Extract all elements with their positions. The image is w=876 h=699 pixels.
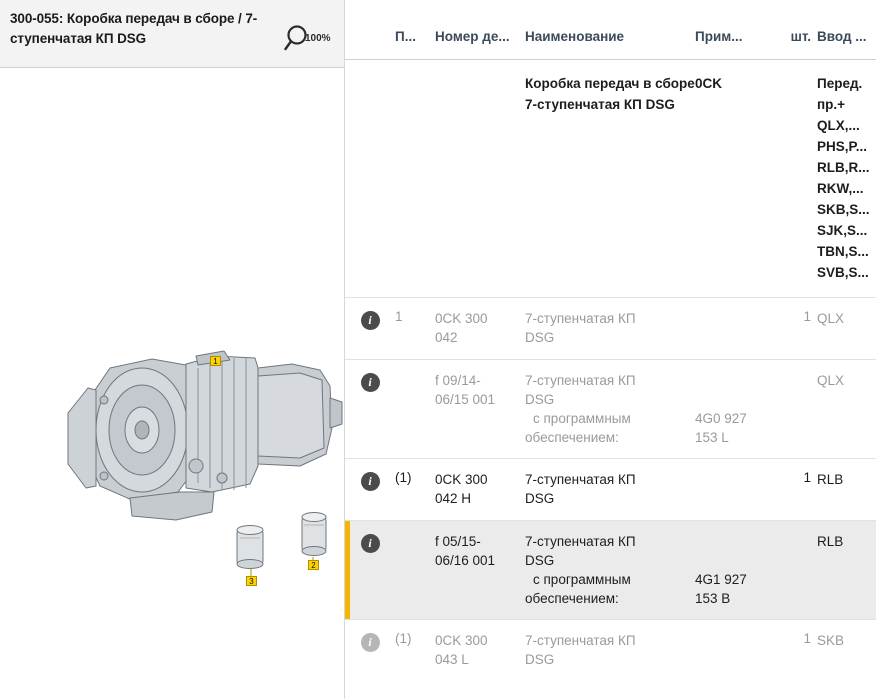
- row-input: QLX: [817, 373, 845, 388]
- row-note: [695, 73, 773, 94]
- column-header-position[interactable]: П...: [395, 29, 416, 44]
- row-quantity: 1: [803, 309, 811, 324]
- row-description-line: Коробка передач в сборе: [525, 76, 695, 91]
- row-description-line: обеспечением:: [525, 430, 619, 445]
- row-description-line: DSG: [525, 553, 555, 568]
- table-row[interactable]: [345, 459, 876, 521]
- row-description-line: DSG: [525, 330, 555, 345]
- row-note-line: 4G0 927: [695, 411, 747, 426]
- table-header-row: [345, 0, 876, 60]
- row-info-cell[interactable]: [345, 309, 395, 330]
- zoom-level-label: 100%: [305, 33, 331, 44]
- row-input-line: TBN,S...: [817, 244, 869, 259]
- info-icon[interactable]: i: [361, 373, 380, 392]
- row-description-line: 7-ступенчатая КП: [525, 534, 636, 549]
- row-note-line: 4G1 927: [695, 572, 747, 587]
- row-info-cell[interactable]: [345, 631, 395, 652]
- row-note-line: 153 L: [695, 430, 729, 445]
- row-note: [695, 371, 773, 447]
- row-description-line: с программным: [533, 572, 631, 587]
- row-description: [525, 631, 695, 669]
- row-quantity: 1: [803, 631, 811, 646]
- row-input: RLB: [817, 472, 844, 487]
- table-row[interactable]: [345, 360, 876, 459]
- row-part-number-line: 0CK 300: [435, 633, 488, 648]
- row-description: [525, 309, 695, 347]
- row-part-number-line: 043 L: [435, 652, 469, 667]
- row-part-number-line: 042: [435, 330, 458, 345]
- row-description-line: DSG: [525, 491, 555, 506]
- row-description-line: DSG: [525, 392, 555, 407]
- row-info-cell[interactable]: [345, 470, 395, 491]
- row-input-line: SJK,S...: [817, 223, 868, 238]
- callout-marker-1[interactable]: 1: [210, 356, 221, 366]
- row-info-cell[interactable]: [345, 532, 395, 553]
- zoom-control[interactable]: [284, 24, 336, 52]
- row-note-line: 0CK: [695, 76, 723, 91]
- row-input-line: SVB,S...: [817, 265, 869, 280]
- callout-marker-2[interactable]: 2: [308, 560, 319, 570]
- row-part-number-line: 06/15 001: [435, 392, 496, 407]
- info-icon[interactable]: i: [361, 472, 380, 491]
- table-row[interactable]: [345, 298, 876, 360]
- row-input: [817, 73, 876, 283]
- table-row[interactable]: [345, 60, 876, 298]
- column-header-description[interactable]: Наименование: [525, 29, 625, 44]
- row-position: 1: [395, 309, 403, 324]
- diagram-header: [0, 0, 344, 68]
- row-input: RLB: [817, 534, 844, 549]
- table-row-selected[interactable]: [345, 521, 876, 620]
- row-part-number: [435, 470, 525, 508]
- row-description: [525, 470, 695, 508]
- callout-marker-3[interactable]: 3: [246, 576, 257, 586]
- row-part-number: [435, 631, 525, 669]
- row-part-number-line: 042 H: [435, 491, 472, 506]
- row-part-number-line: f 09/14-: [435, 373, 481, 388]
- row-description-line: обеспечением:: [525, 591, 619, 606]
- column-header-quantity[interactable]: шт.: [790, 29, 811, 44]
- row-input-line: RKW,...: [817, 181, 864, 196]
- row-part-number-line: 0CK 300: [435, 472, 488, 487]
- info-icon[interactable]: i: [361, 633, 380, 652]
- row-description-line: DSG: [525, 652, 555, 667]
- row-input-line: PHS,P...: [817, 139, 868, 154]
- row-description-line: 7-ступенчатая КП: [525, 373, 636, 388]
- row-input: QLX: [817, 311, 845, 326]
- row-input-line: Перед.: [817, 76, 863, 91]
- row-description: [525, 73, 695, 115]
- row-description: [525, 371, 695, 447]
- row-note-line: 153 B: [695, 591, 731, 606]
- parts-table-panel: [345, 0, 876, 699]
- row-part-number: [435, 309, 525, 347]
- row-input-line: пр.+: [817, 97, 846, 112]
- row-note: [695, 532, 773, 608]
- row-input-line: RLB,R...: [817, 160, 870, 175]
- row-info-cell: [345, 73, 395, 75]
- row-description-line: 7-ступенчатая КП: [525, 633, 636, 648]
- transmission-assembly-drawing: [0, 68, 345, 698]
- row-part-number: [435, 532, 525, 570]
- row-description-line: 7-ступенчатая КП: [525, 311, 636, 326]
- row-description-line: с программным: [533, 411, 631, 426]
- info-icon[interactable]: i: [361, 311, 380, 330]
- row-part-number-line: 06/16 001: [435, 553, 496, 568]
- column-header-input[interactable]: Ввод ...: [817, 29, 867, 44]
- row-position: (1): [395, 631, 412, 646]
- row-part-number-line: f 05/15-: [435, 534, 481, 549]
- row-description-line: 7-ступенчатая КП DSG: [525, 97, 675, 112]
- row-description: [525, 532, 695, 608]
- diagram-image[interactable]: [0, 68, 344, 698]
- row-input-line: SKB,S...: [817, 202, 870, 217]
- info-icon[interactable]: i: [361, 534, 380, 553]
- row-input-line: QLX,...: [817, 118, 860, 133]
- column-header-note[interactable]: Прим...: [695, 29, 743, 44]
- row-quantity: 1: [803, 470, 811, 485]
- row-input: SKB: [817, 633, 845, 648]
- row-position: (1): [395, 470, 412, 485]
- row-info-cell[interactable]: [345, 371, 395, 392]
- page-title: 300-055: Коробка передач в сборе / 7-ступенчатая КП DSG: [10, 11, 258, 46]
- table-row[interactable]: [345, 620, 876, 682]
- column-header-part-number[interactable]: Номер де...: [435, 29, 510, 44]
- row-part-number-line: 0CK 300: [435, 311, 488, 326]
- diagram-panel: [0, 0, 345, 699]
- row-description-line: 7-ступенчатая КП: [525, 472, 636, 487]
- row-part-number: [435, 371, 525, 409]
